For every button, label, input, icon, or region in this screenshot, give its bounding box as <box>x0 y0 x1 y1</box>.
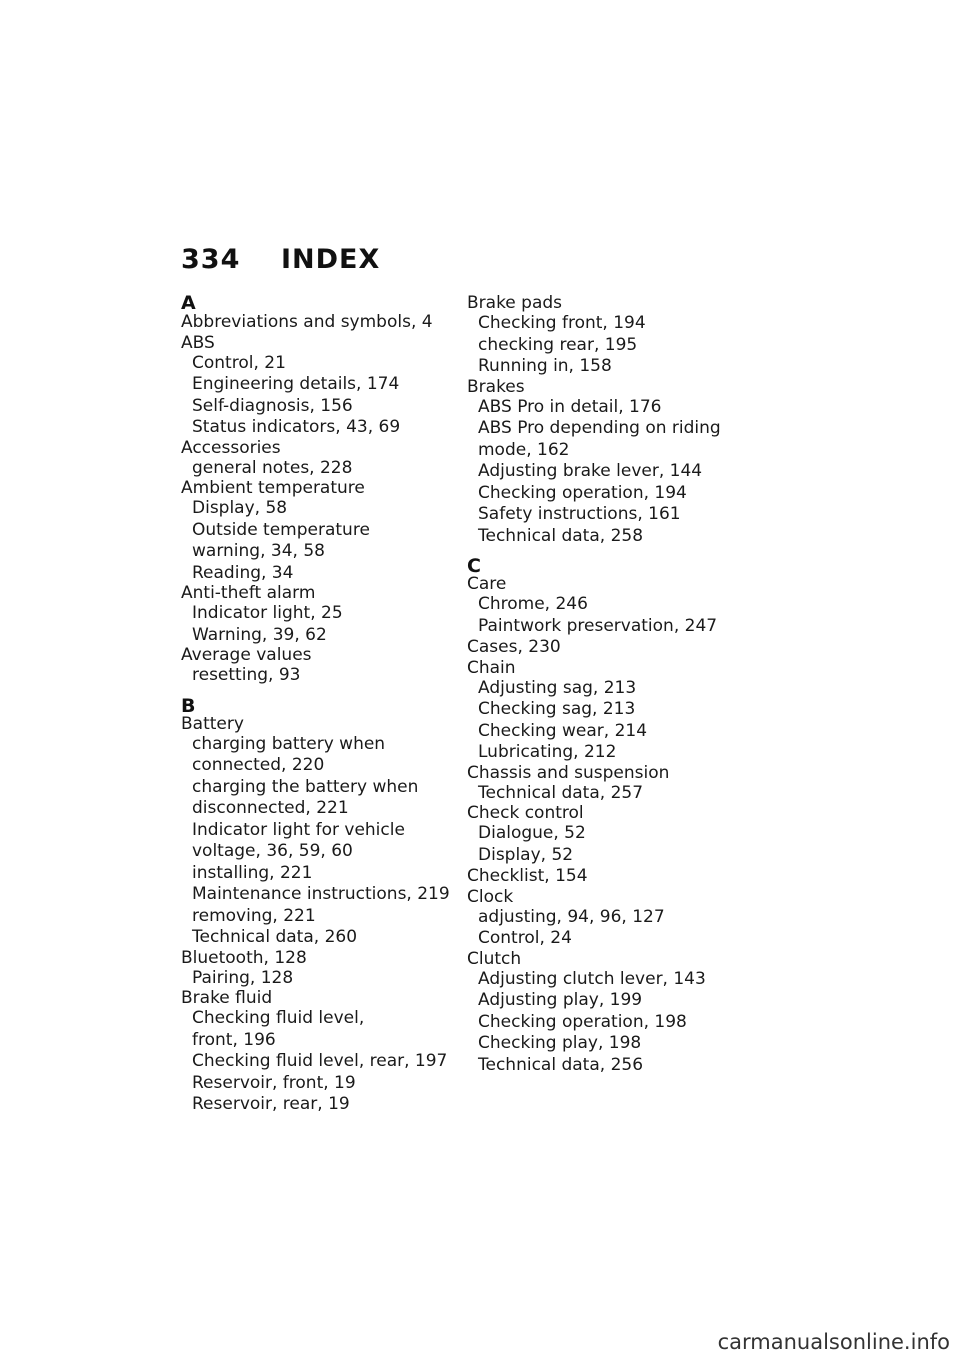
index-entry <box>467 294 737 378</box>
index-entry <box>181 646 451 687</box>
index-subentry: disconnected, 221 <box>192 798 349 818</box>
index-column-right <box>467 294 737 1076</box>
index-entry <box>467 637 737 659</box>
index-term: Brakes <box>467 376 525 397</box>
index-term: Bluetooth, 128 <box>181 947 307 968</box>
index-subentry: Checking play, 198 <box>478 1033 642 1053</box>
index-column-left <box>181 294 451 1116</box>
index-subentry: Checking fluid level, rear, 197 <box>192 1051 448 1071</box>
index-letter-heading: C <box>467 555 481 577</box>
index-entry <box>467 575 737 637</box>
index-entry <box>467 659 737 764</box>
index-term: Average values <box>181 645 312 665</box>
index-entry <box>467 804 737 866</box>
index-subentry: Dialogue, 52 <box>478 823 586 843</box>
index-subentry: Reservoir, front, 19 <box>192 1072 356 1093</box>
index-term: Chassis and suspension <box>467 762 670 783</box>
index-subentry: Technical data, 260 <box>192 927 358 947</box>
index-subentry: Pairing, 128 <box>192 967 294 988</box>
index-entry <box>181 439 451 480</box>
index-subentry: Chrome, 246 <box>478 594 588 614</box>
index-term: Accessories <box>181 437 281 458</box>
index-subentry: installing, 221 <box>192 862 313 883</box>
index-subentry: Technical data, 256 <box>478 1054 644 1075</box>
index-term: Brake pads <box>467 293 563 313</box>
index-term: Battery <box>181 713 244 734</box>
index-subentry: Display, 52 <box>478 844 574 865</box>
index-subentry: general notes, 228 <box>192 457 353 478</box>
index-term: Care <box>467 574 507 594</box>
index-subentry: charging the battery when <box>192 776 419 797</box>
index-entry <box>181 715 451 949</box>
index-subentry: Adjusting clutch lever, 143 <box>478 968 706 989</box>
index-subentry: Checking front, 194 <box>478 313 646 333</box>
index-term: Clock <box>467 886 514 907</box>
index-entry <box>181 334 451 439</box>
index-subentry: Checking operation, 198 <box>478 1011 687 1032</box>
index-term: Cases, 230 <box>467 637 561 657</box>
index-term: Ambient temperature <box>181 478 365 498</box>
index-term: Anti-theft alarm <box>181 583 316 603</box>
index-subentry: Control, 21 <box>192 352 286 373</box>
index-subentry: connected, 220 <box>192 755 325 775</box>
index-subentry: Adjusting play, 199 <box>478 990 643 1010</box>
index-subentry: ABS Pro depending on riding <box>478 418 721 438</box>
index-entry <box>467 888 737 950</box>
index-entry <box>467 764 737 805</box>
index-subentry: ABS Pro in detail, 176 <box>478 396 662 417</box>
index-subentry: Indicator light, 25 <box>192 603 343 623</box>
page-header <box>181 244 380 275</box>
index-subentry: Warning, 39, 62 <box>192 624 327 645</box>
index-term: Brake fluid <box>181 988 273 1008</box>
index-subentry: Engineering details, 174 <box>192 374 400 394</box>
page-number: 334 <box>181 244 241 275</box>
index-letter-heading: B <box>181 694 196 717</box>
index-subentry: Checking wear, 214 <box>478 720 648 741</box>
index-subentry: Reading, 34 <box>192 562 294 583</box>
index-term: Clutch <box>467 948 522 969</box>
index-entry <box>181 949 451 990</box>
index-subentry: Technical data, 257 <box>478 782 644 803</box>
index-subentry: front, 196 <box>192 1029 276 1050</box>
watermark: carmanualsonline.info <box>717 1330 950 1354</box>
index-entry <box>181 989 451 1116</box>
index-subentry: Running in, 158 <box>478 356 612 376</box>
index-subentry: Indicator light for vehicle <box>192 819 405 840</box>
index-subentry: Paintwork preservation, 247 <box>478 615 718 636</box>
index-subentry: Adjusting sag, 213 <box>478 677 637 698</box>
index-subentry: Technical data, 258 <box>478 525 644 546</box>
index-entry <box>181 479 451 584</box>
index-subentry: Display, 58 <box>192 498 288 518</box>
index-subentry: mode, 162 <box>478 439 570 460</box>
index-entry <box>467 950 737 1077</box>
index-term: Check control <box>467 803 584 823</box>
index-entry <box>181 312 451 334</box>
index-subentry: Checking operation, 194 <box>478 482 687 503</box>
index-subentry: Safety instructions, 161 <box>478 504 681 524</box>
index-subentry: Checking fluid level, <box>192 1008 365 1028</box>
index-subentry: Status indicators, 43, 69 <box>192 417 401 437</box>
index-subentry: Lubricating, 212 <box>478 742 617 762</box>
index-subentry: Checking sag, 213 <box>478 699 636 719</box>
index-subentry: voltage, 36, 59, 60 <box>192 841 353 861</box>
index-term: ABS <box>181 332 215 353</box>
index-entry <box>181 584 451 646</box>
index-subentry: Adjusting brake lever, 144 <box>478 461 703 481</box>
index-subentry: warning, 34, 58 <box>192 541 325 561</box>
index-term: Abbreviations and symbols, 4 <box>181 312 433 332</box>
index-subentry: adjusting, 94, 96, 127 <box>478 906 665 927</box>
index-term: Checklist, 154 <box>467 866 588 886</box>
index-subentry: Maintenance instructions, 219 <box>192 884 450 904</box>
index-entry <box>467 378 737 548</box>
page-title: INDEX <box>281 244 381 275</box>
index-entry <box>467 866 737 888</box>
index-subentry: Reservoir, rear, 19 <box>192 1094 350 1114</box>
index-subentry: checking rear, 195 <box>478 334 638 355</box>
index-subentry: Control, 24 <box>478 928 572 948</box>
index-subentry: charging battery when <box>192 733 386 754</box>
index-subentry: Outside temperature <box>192 519 370 540</box>
index-subentry: Self-diagnosis, 156 <box>192 395 353 416</box>
index-subentry: removing, 221 <box>192 905 316 926</box>
index-letter-heading: A <box>181 292 196 314</box>
index-term: Chain <box>467 657 516 678</box>
index-subentry: resetting, 93 <box>192 665 301 685</box>
